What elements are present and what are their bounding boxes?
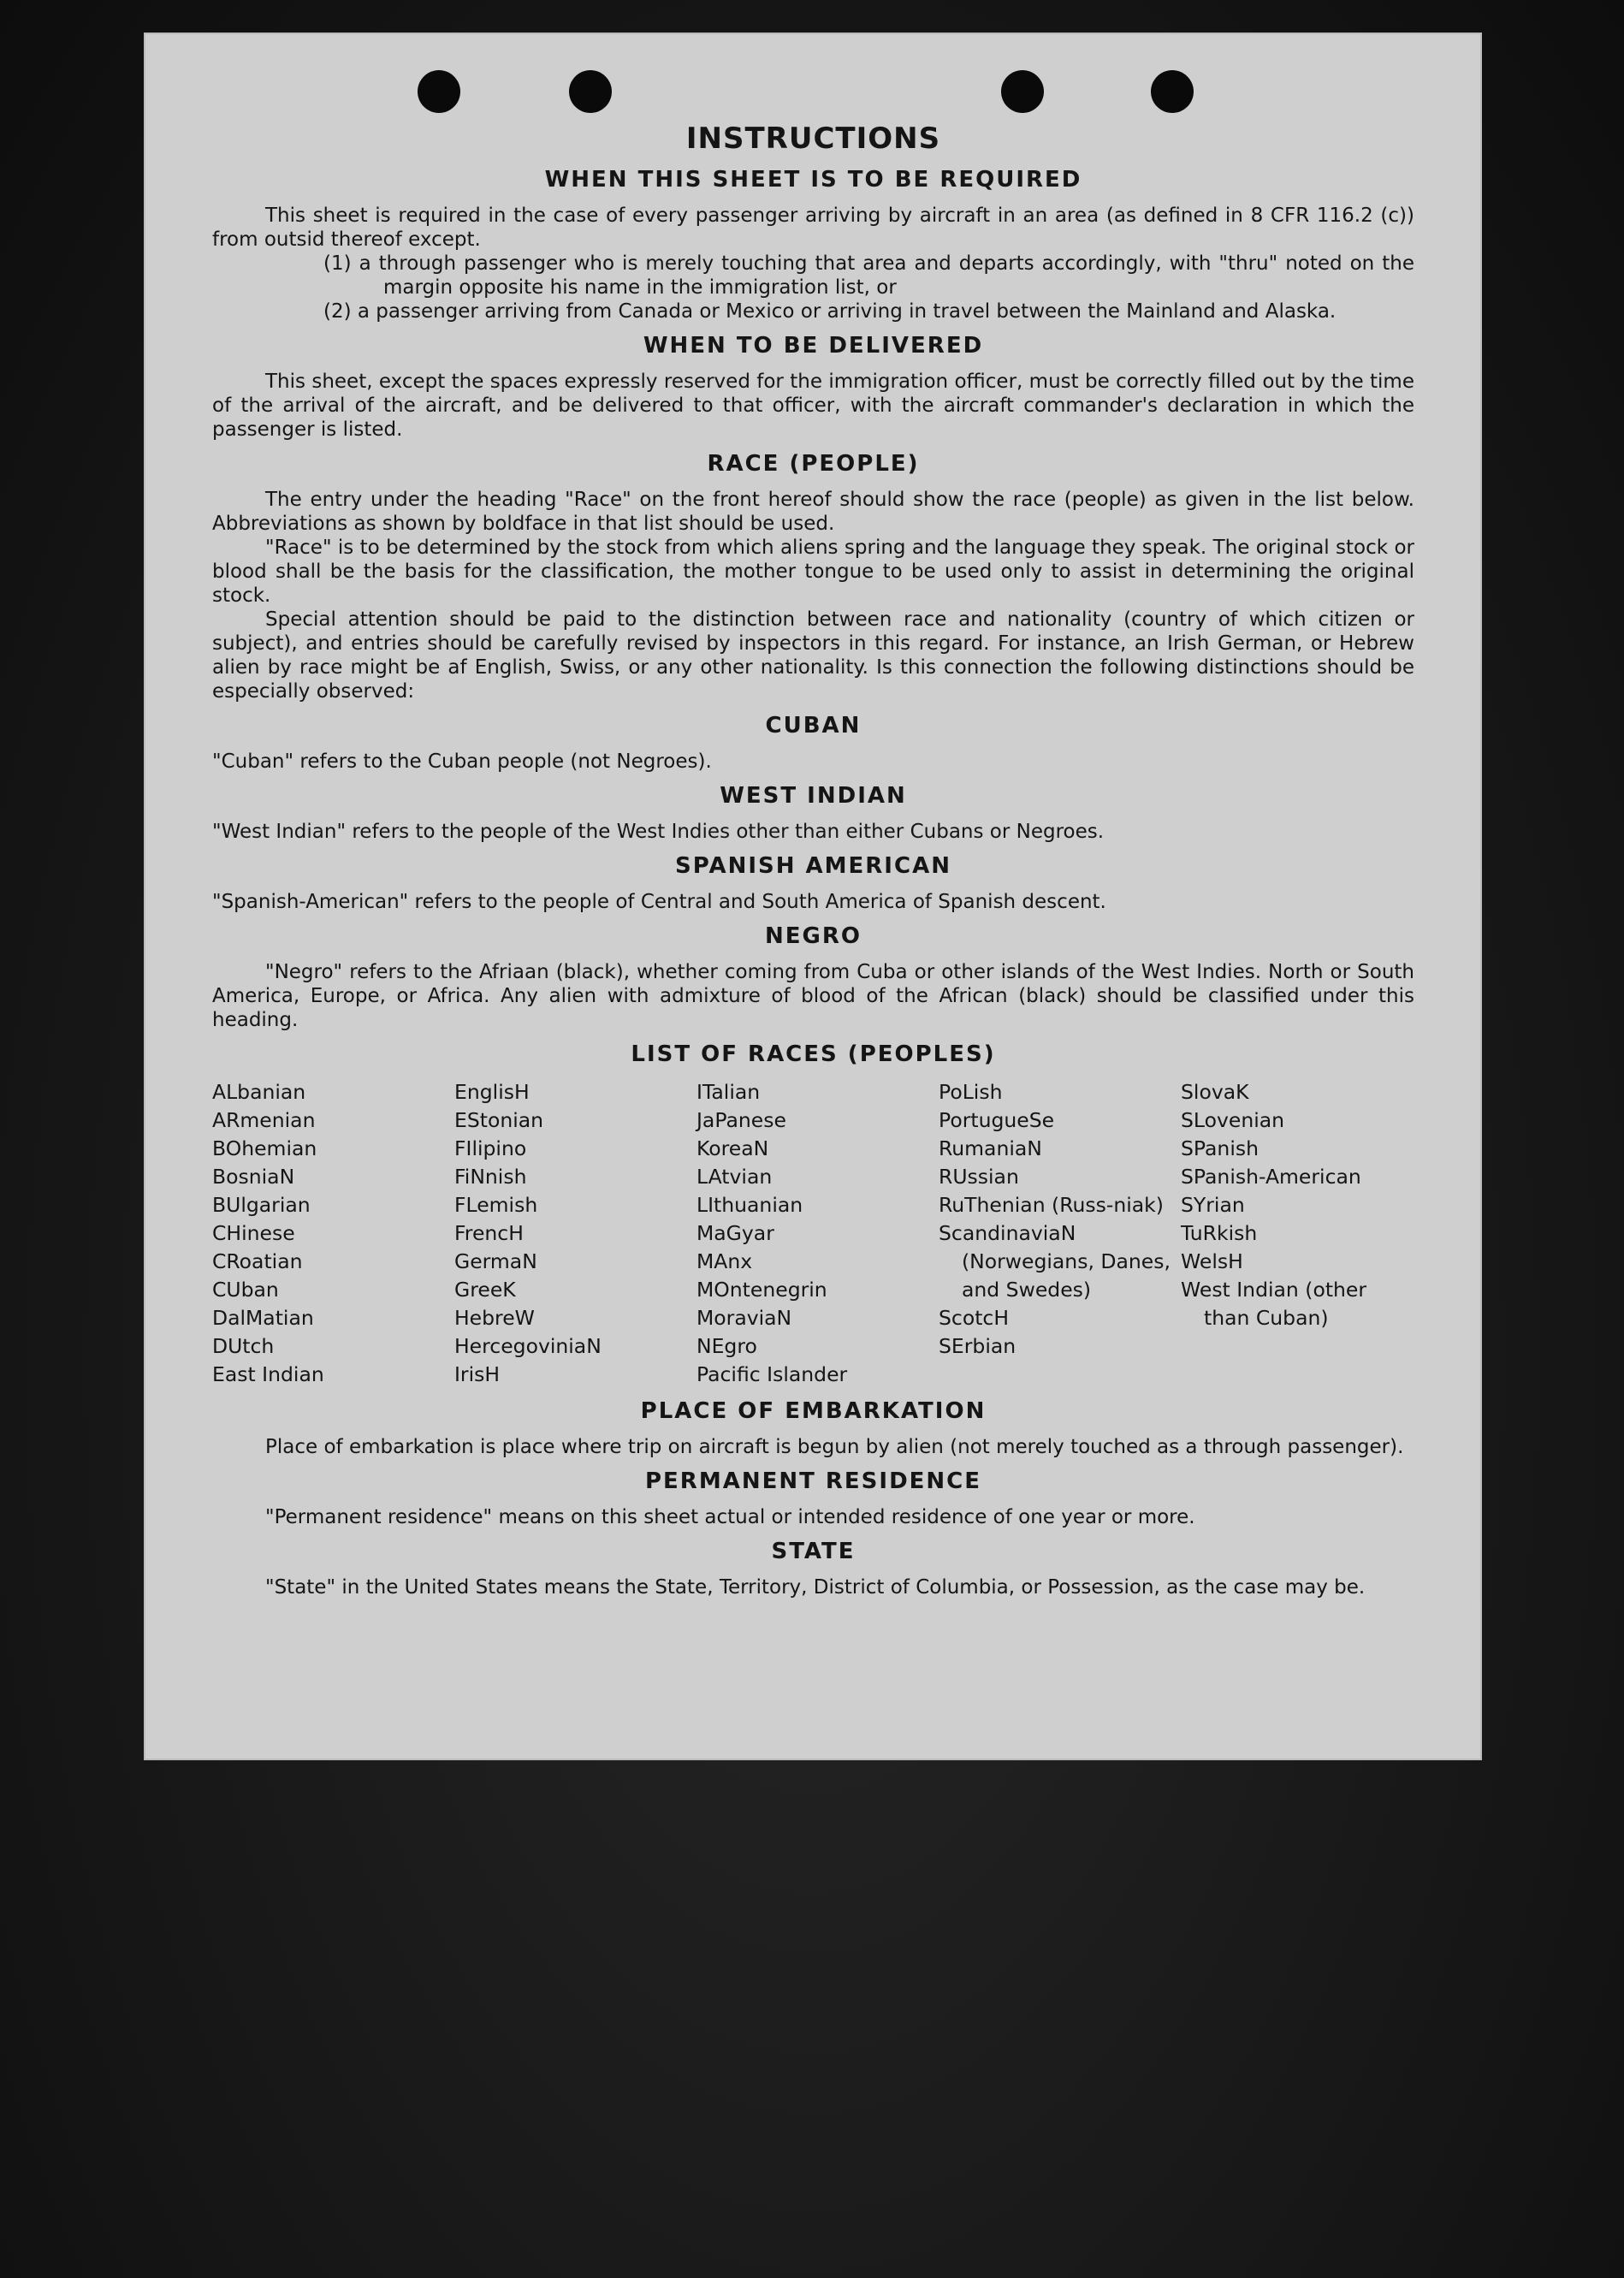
race-entry: RuThenian (Russ-niak) xyxy=(939,1193,1164,1217)
race-paragraph-1: The entry under the heading "Race" on the front hereof should show the race (people) as given in the list below. Abbreviations as shown by boldface in that list should be used. xyxy=(212,489,1414,535)
race-entry: TuRkish xyxy=(1181,1221,1258,1245)
race-paragraph-2: "Race" is to be determined by the stock from which aliens spring and the language they speak. The original stock or blood shall be the basis for the classification, the mother tongue to be used only to assist in determining the original stock. xyxy=(212,537,1414,607)
races-column xyxy=(1181,1078,1414,1389)
race-entry: FrencH xyxy=(454,1221,524,1245)
section-heading-required: WHEN THIS SHEET IS TO BE REQUIRED xyxy=(544,167,1082,193)
race-entry: SlovaK xyxy=(1181,1080,1249,1104)
residence-text: "Permanent residence" means on this sheet actual or intended residence of one year or more. xyxy=(265,1506,1195,1528)
race-entry: DalMatian xyxy=(212,1306,314,1330)
section-heading-negro: NEGRO xyxy=(765,923,862,949)
race-entry: BOhemian xyxy=(212,1136,317,1160)
section-heading-embarkation: PLACE OF EMBARKATION xyxy=(640,1398,987,1424)
race-entry: SYrian xyxy=(1181,1193,1245,1217)
required-intro: This sheet is required in the case of every passenger arriving by aircraft in an area (as defined in 8 CFR 116.2 (c)) from outsid thereof except. xyxy=(212,205,1414,251)
race-entry: RumaniaN xyxy=(939,1136,1042,1160)
section-heading-cuban: CUBAN xyxy=(765,713,862,739)
race-entry: JaPanese xyxy=(696,1108,786,1132)
section-heading-delivered: WHEN TO BE DELIVERED xyxy=(643,333,984,359)
section-heading-race: RACE (PEOPLE) xyxy=(707,451,920,477)
negro-text: "Negro" refers to the Afriaan (black), whether coming from Cuba or other islands of the West Indies. North or South America, Europe, or Africa. Any alien with admixture of blood of the African (black) should be classified under this heading. xyxy=(212,961,1414,1031)
race-entry: MoraviaN xyxy=(696,1306,792,1330)
punch-hole xyxy=(418,70,460,113)
race-entry: NEgro xyxy=(696,1334,757,1358)
race-paragraph-3: Special attention should be paid to the distinction between race and nationality (country of which citizen or subject), and entries should be carefully revised by inspectors in this regard. For instance, an Irish German, or Hebrew alien by race might be af English, Swiss, or any other nationality. Is this connection the following distinctions should be especially observed: xyxy=(212,608,1414,703)
race-entry: ScandinaviaN (Norwegians, Danes, and Swedes) xyxy=(939,1221,1171,1302)
required-item-1: (1) a through passenger who is merely touching that area and departs accordingly, with "thru" noted on the margin opposite his name in the immigration list, or xyxy=(323,252,1414,299)
race-entry: PortugueSe xyxy=(939,1108,1055,1132)
races-column xyxy=(939,1078,1181,1389)
race-entry: ALbanian xyxy=(212,1080,306,1104)
section-heading-state: STATE xyxy=(771,1539,856,1564)
race-entry: SPanish xyxy=(1181,1136,1259,1160)
race-entry: West Indian (other than Cuban) xyxy=(1181,1278,1367,1330)
race-entry: MAnx xyxy=(696,1249,753,1273)
punch-hole xyxy=(1001,70,1044,113)
section-heading-west-indian: WEST INDIAN xyxy=(720,783,907,809)
race-entry: KoreaN xyxy=(696,1136,769,1160)
race-entry: ScotcH xyxy=(939,1306,1010,1330)
west-indian-text: "West Indian" refers to the people of the West Indies other than either Cubans or Negroes. xyxy=(212,821,1105,843)
race-entry: LIthuanian xyxy=(696,1193,803,1217)
section-heading-spanish-american: SPANISH AMERICAN xyxy=(675,853,951,879)
race-entry: EnglisH xyxy=(454,1080,530,1104)
race-entry: DUtch xyxy=(212,1334,275,1358)
punch-hole xyxy=(569,70,612,113)
race-entry: RUssian xyxy=(939,1165,1019,1189)
race-entry: ITalian xyxy=(696,1080,761,1104)
races-list xyxy=(212,1078,1414,1389)
race-entry: BosniaN xyxy=(212,1165,295,1189)
race-entry: FiNnish xyxy=(454,1165,527,1189)
race-entry: WelsH xyxy=(1181,1249,1243,1273)
section-heading-list-of-races: LIST OF RACES (PEOPLES) xyxy=(631,1041,996,1067)
race-entry: GreeK xyxy=(454,1278,516,1302)
race-entry: CRoatian xyxy=(212,1249,303,1273)
spanish-american-text: "Spanish-American" refers to the people of Central and South America of Spanish descent. xyxy=(212,891,1106,913)
state-text: "State" in the United States means the State, Territory, District of Columbia, or Possession, as the case may be. xyxy=(265,1576,1366,1599)
race-entry: EStonian xyxy=(454,1108,544,1132)
race-entry: IrisH xyxy=(454,1362,501,1386)
race-entry: HercegoviniaN xyxy=(454,1334,602,1358)
race-entry: LAtvian xyxy=(696,1165,773,1189)
race-entry: SErbian xyxy=(939,1334,1016,1358)
race-entry: BUlgarian xyxy=(212,1193,311,1217)
embarkation-text: Place of embarkation is place where trip on aircraft is begun by alien (not merely touched as a through passenger). xyxy=(265,1436,1404,1458)
race-entry: MOntenegrin xyxy=(696,1278,827,1302)
race-entry: GermaN xyxy=(454,1249,537,1273)
race-entry: SLovenian xyxy=(1181,1108,1285,1132)
section-heading-residence: PERMANENT RESIDENCE xyxy=(644,1468,982,1494)
race-entry: CHinese xyxy=(212,1221,295,1245)
required-item-2: (2) a passenger arriving from Canada or Mexico or arriving in travel between the Mainland and Alaska. xyxy=(323,300,1337,323)
race-entry: CUban xyxy=(212,1278,279,1302)
races-column xyxy=(454,1078,696,1389)
race-entry: FLemish xyxy=(454,1193,538,1217)
punch-hole xyxy=(1151,70,1194,113)
races-column xyxy=(212,1078,454,1389)
race-entry: SPanish-American xyxy=(1181,1165,1361,1189)
cuban-text: "Cuban" refers to the Cuban people (not Negroes). xyxy=(212,750,712,773)
race-entry: HebreW xyxy=(454,1306,535,1330)
instruction-sheet xyxy=(145,34,1480,1759)
race-entry: ARmenian xyxy=(212,1108,316,1132)
sheet-content xyxy=(212,122,1414,1599)
races-column xyxy=(696,1078,939,1389)
delivered-text: This sheet, except the spaces expressly reserved for the immigration officer, must be correctly filled out by the time of the arrival of the aircraft, and be delivered to that officer, with the aircraft commander's declaration in which the passenger is listed. xyxy=(212,371,1414,441)
race-entry: MaGyar xyxy=(696,1221,774,1245)
race-entry: FIlipino xyxy=(454,1136,527,1160)
race-entry: Pacific Islander xyxy=(696,1362,848,1386)
page-title: INSTRUCTIONS xyxy=(685,122,941,156)
race-entry: East Indian xyxy=(212,1362,324,1386)
race-entry: PoLish xyxy=(939,1080,1003,1104)
